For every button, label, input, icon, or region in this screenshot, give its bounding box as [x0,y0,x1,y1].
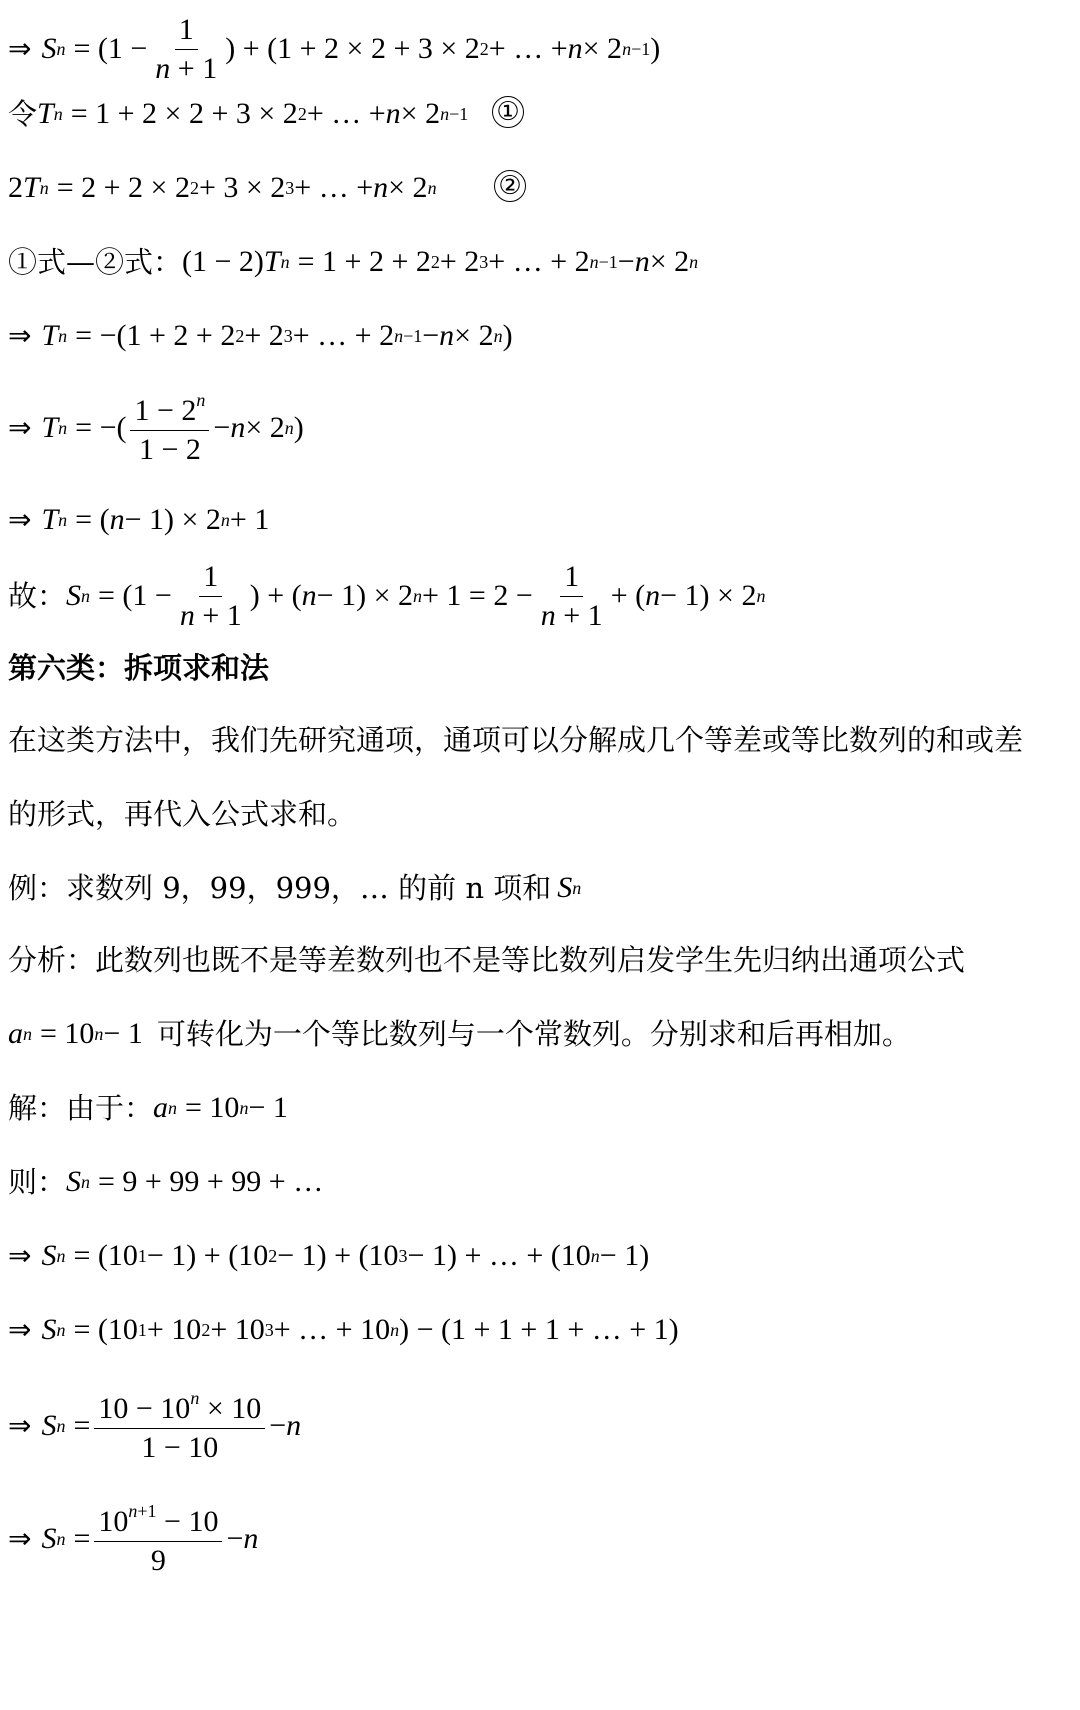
implies-arrow: ⇒ [8,503,32,536]
equation-tag-1: ① [492,96,524,128]
paragraph-text: 在这类方法中，我们先研究通项，通项可以分解成几个等差或等比数列的和或差 [8,722,1024,757]
implies-arrow: ⇒ [8,1313,32,1346]
fraction: $\frac{1}{n + 1}$ [179,559,242,632]
analysis-text: 分析：此数列也既不是等差数列也不是等比数列启发学生先归纳出通项公式 [8,942,966,977]
math-expression: S n = (10 1 − 1) + (10 2 − 1) + (10 3 − 1) + … + (10 n − 1) [41,1239,650,1272]
equation-line-3 [8,166,1072,210]
implies-arrow: ⇒ [8,32,32,65]
math-expression: S n = 9 + 99 + 99 + … [66,1165,324,1198]
math-expression: a n = 10 n − 1 [153,1091,288,1124]
math-expression: (1 − 2) T n = 1 + 2 + 2 2 + 2 3 + … + 2 n−1 − n × 2 n [182,245,699,278]
math-expression: a n = 10 n − 1 [8,1017,143,1050]
equation-line-4 [8,240,1072,284]
math-expression: T n = 1 + 2 × 2 + 3 × 2 2 + … + n × 2 n−1 [37,97,469,130]
math-expression: S n = $\frac{10 - 10^n \times 10}{1 - 10}$ − n [41,1388,302,1464]
equation-line-8 [8,560,1072,632]
example-line [8,866,1072,910]
math-expression: T n = −(1 + 2 + 2 2 + 2 3 + … + 2 n−1 − n × 2 n ) [41,319,513,352]
implies-arrow: ⇒ [8,411,32,444]
solution-line-1 [8,1086,1072,1130]
solution-line-5 [8,1384,1072,1468]
implies-arrow: ⇒ [8,1239,32,1272]
heading-text: 第六类：拆项求和法 [8,650,270,685]
subtract-label: ①式—②式： [8,244,183,279]
solution-label: 解：由于： [8,1090,154,1125]
math-expression: S n = (1 − $\frac{1}{n + 1}$ ) + ( n − 1) × 2 n + 1 = 2 − $\frac{1}{n + 1}$ + ( n − 1) × 2 n [66,559,766,632]
example-text: 例：求数列 9，99，999，… 的前 n 项和 [8,870,552,905]
math-expression: S n = $\frac{10^{n+1} - 10}{9}$ − n [41,1501,259,1577]
math-expression: S n = (1 − $\frac{1}{n + 1}$ ) + (1 + 2 × 2 + 3 × 2 2 + … + n × 2 n−1 ) [41,12,661,85]
math-expression: T n = −( $\frac{1 - 2^n}{1 - 2}$ − n × 2 n ) [41,390,304,466]
math-expression: S n [557,871,582,904]
then-label: 则： [8,1164,67,1199]
math-expression: 2 T n = 2 + 2 × 2 2 + 3 × 2 3 + … + n × 2 n [8,171,437,204]
math-expression: S n = (10 1 + 10 2 + 10 3 + … + 10 n ) − (1 + 1 + 1 + … + 1) [41,1313,679,1346]
solution-line-6 [8,1494,1072,1584]
equation-line-6 [8,390,1072,466]
implies-arrow: ⇒ [8,319,32,352]
gu-label: 故： [8,578,67,613]
analysis-line-2 [8,1012,1072,1056]
fraction: $\frac{1 - 2^n}{1 - 2}$ [130,391,209,465]
analysis-text: 可转化为一个等比数列与一个常数列。分别求和后再相加。 [156,1016,911,1051]
fraction: $\frac{10^{n+1} - 10}{9}$ [94,1502,222,1576]
fraction: $\frac{1}{n + 1}$ [540,559,603,632]
equation-line-7 [8,498,1072,542]
equation-line-5 [8,314,1072,358]
solution-line-2 [8,1160,1072,1204]
equation-tag-2: ② [494,170,526,202]
equation-line-1 [8,14,1072,84]
equation-line-2 [8,92,1072,136]
analysis-line-1 [8,940,1072,980]
paragraph-line-1 [8,720,1072,760]
implies-arrow: ⇒ [8,1522,32,1555]
solution-line-4 [8,1308,1072,1352]
ling-label: 令 [8,96,38,131]
fraction: $\frac{10 - 10^n \times 10}{1 - 10}$ [94,1389,265,1463]
solution-line-3 [8,1234,1072,1278]
paragraph-line-2 [8,794,1072,834]
implies-arrow: ⇒ [8,1409,32,1442]
fraction: $\frac{1}{n + 1}$ [155,12,218,85]
paragraph-text: 的形式，再代入公式求和。 [8,796,357,831]
section-heading [8,648,1072,688]
math-expression: T n = ( n − 1) × 2 n + 1 [41,503,270,536]
